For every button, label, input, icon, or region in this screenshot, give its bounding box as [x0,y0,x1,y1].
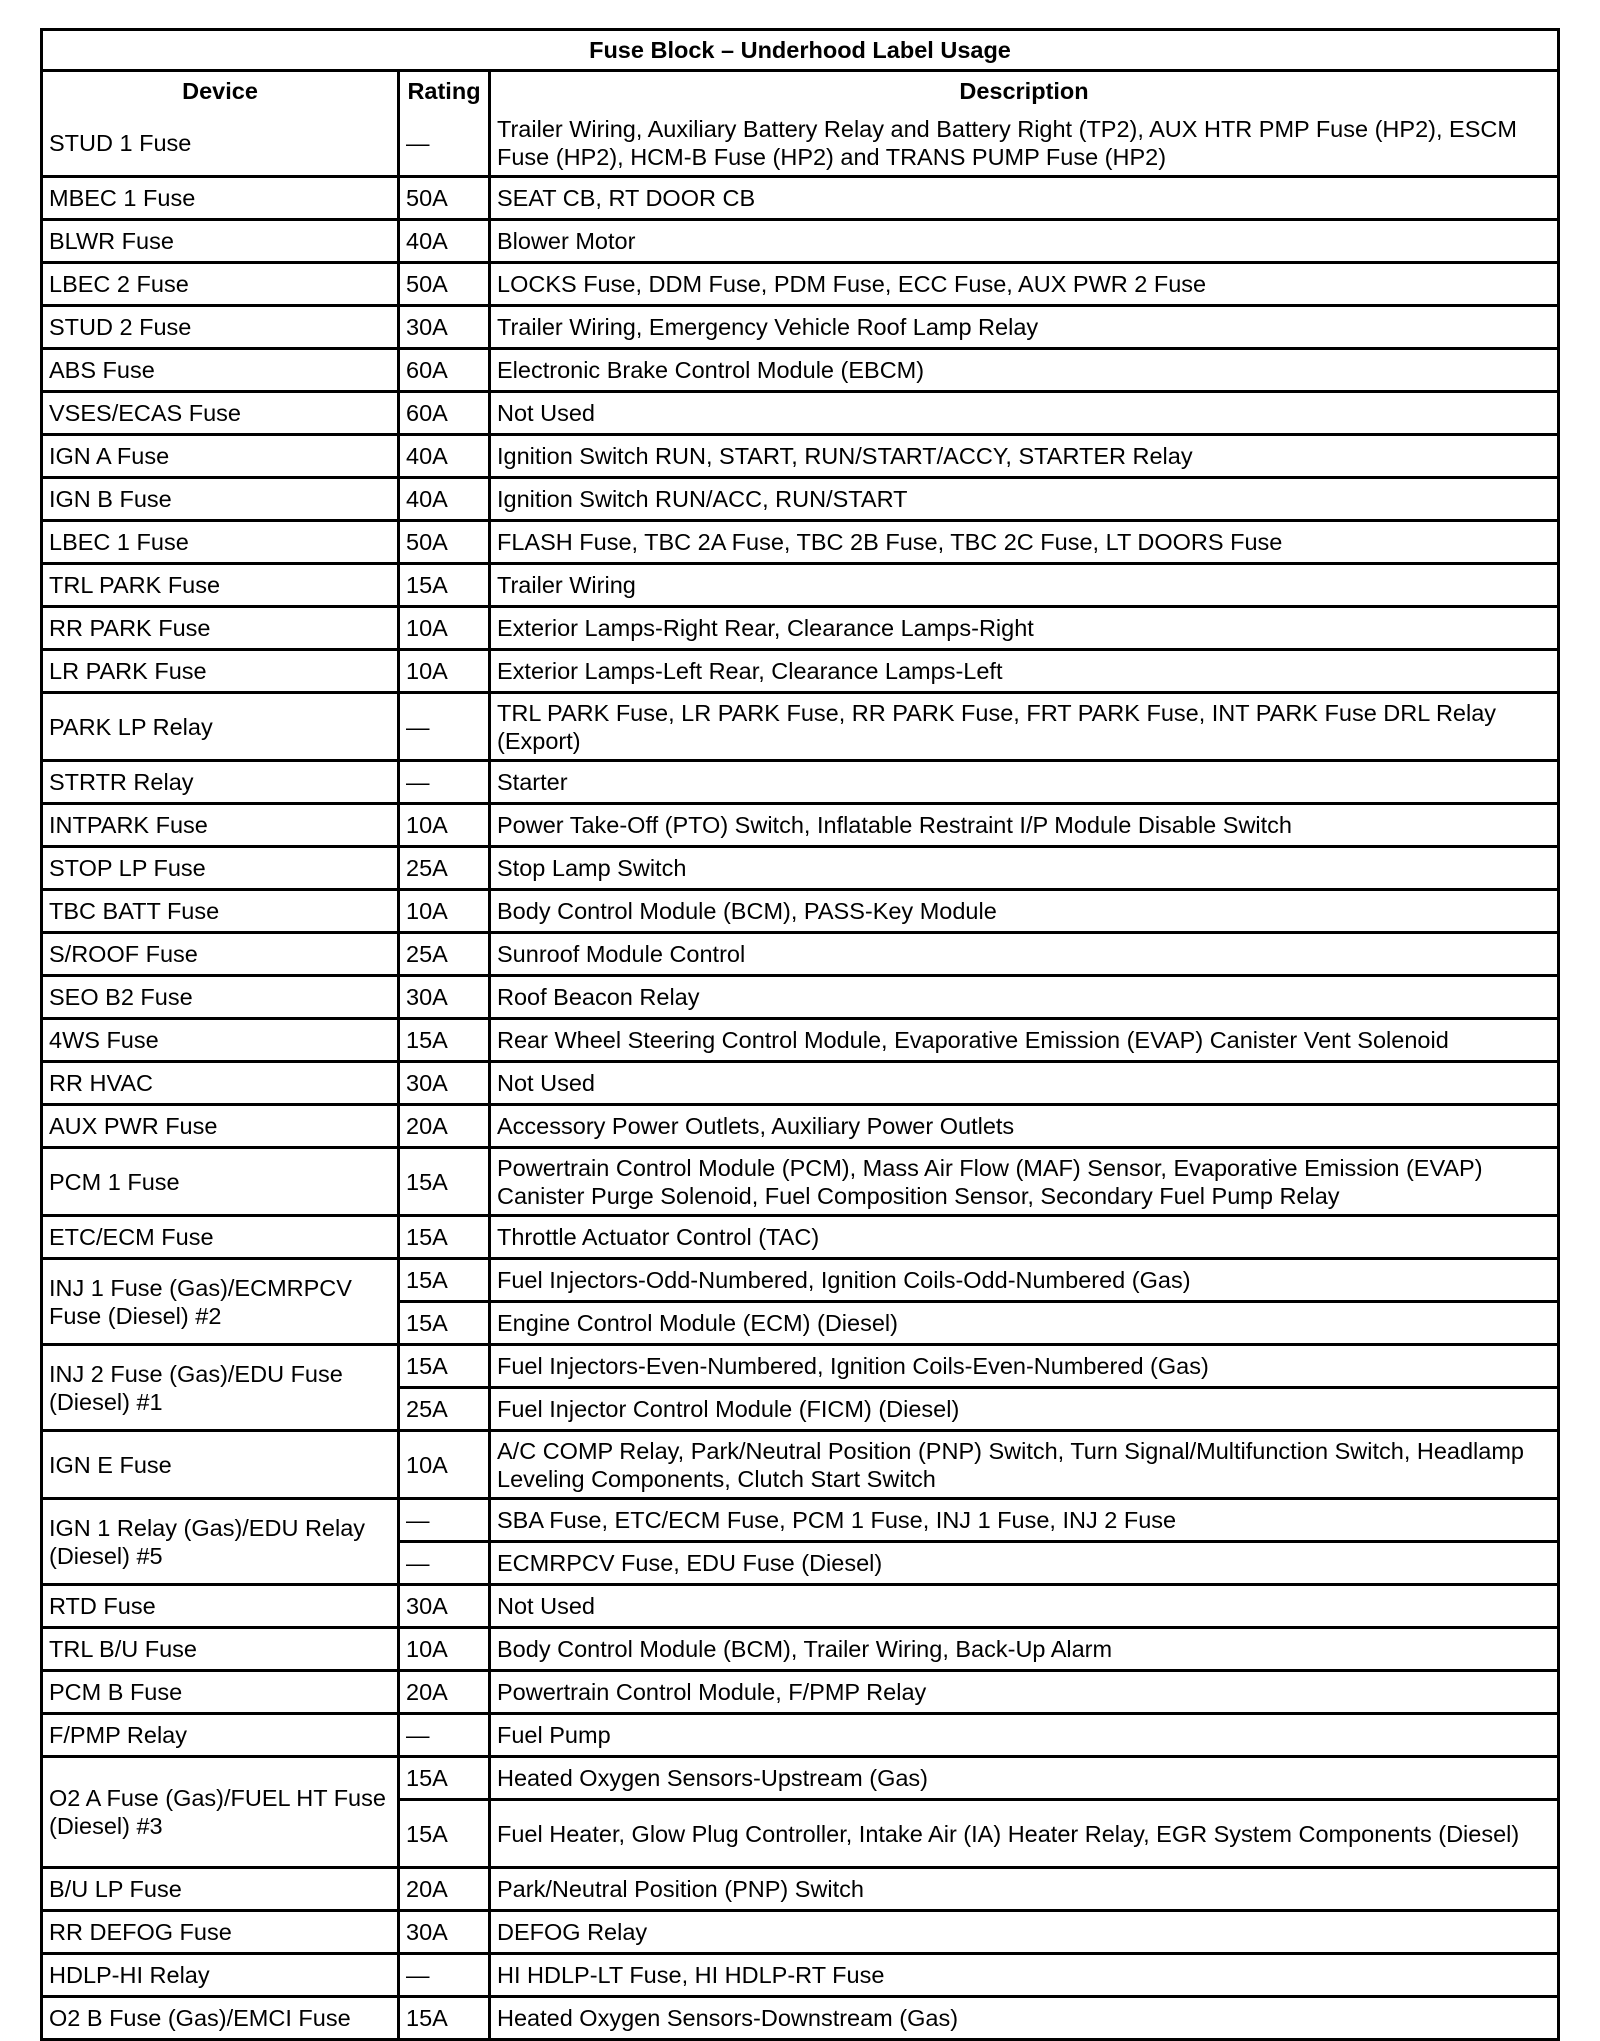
device-cell: INJ 1 Fuse (Gas)/ECMRPCV Fuse (Diesel) #2 [43,1260,400,1346]
device-cell: B/U LP Fuse [43,1869,400,1912]
rating-cell: 30A [400,1063,491,1106]
description-cell: Body Control Module (BCM), Trailer Wiring, Back-Up Alarm [491,1629,1557,1672]
description-cell: Fuel Heater, Glow Plug Controller, Intake Air (IA) Heater Relay, EGR System Components (Diesel) [491,1801,1557,1869]
fuse-block-table [40,28,1560,2041]
description-cell: Trailer Wiring, Auxiliary Battery Relay and Battery Right (TP2), AUX HTR PMP Fuse (HP2), ESCM Fuse (HP2), HCM-B Fuse (HP2) and TRANS PUMP Fuse (HP2) [491,110,1557,178]
table-row [43,436,1557,479]
rating-cell: 20A [400,1672,491,1715]
device-cell: O2 A Fuse (Gas)/FUEL HT Fuse (Diesel) #3 [43,1758,400,1869]
device-cell: HDLP-HI Relay [43,1955,400,1998]
table-row [43,1149,1557,1217]
device-cell: IGN 1 Relay (Gas)/EDU Relay (Diesel) #5 [43,1500,400,1586]
description-cell: Roof Beacon Relay [491,977,1557,1020]
rating-cell: 10A [400,891,491,934]
table-title: Fuse Block – Underhood Label Usage [43,31,1557,72]
table-row [43,1758,1557,1801]
description-cell: Blower Motor [491,221,1557,264]
rating-cell: 10A [400,651,491,694]
rating-cell: — [400,1500,491,1543]
rating-cell: — [400,1715,491,1758]
description-cell: Ignition Switch RUN/ACC, RUN/START [491,479,1557,522]
device-cell: MBEC 1 Fuse [43,178,400,221]
device-cell: STRTR Relay [43,762,400,805]
table-row [43,350,1557,393]
description-cell: Not Used [491,1063,1557,1106]
device-cell: TBC BATT Fuse [43,891,400,934]
rating-cell: — [400,694,491,762]
rating-cell: 40A [400,221,491,264]
description-cell: Electronic Brake Control Module (EBCM) [491,350,1557,393]
rating-cell: 25A [400,848,491,891]
rating-cell: 25A [400,934,491,977]
description-cell: Fuel Pump [491,1715,1557,1758]
description-cell: Rear Wheel Steering Control Module, Evaporative Emission (EVAP) Canister Vent Solenoid [491,1020,1557,1063]
rating-cell: 30A [400,977,491,1020]
description-cell: Accessory Power Outlets, Auxiliary Power Outlets [491,1106,1557,1149]
device-cell: STUD 2 Fuse [43,307,400,350]
description-cell: Engine Control Module (ECM) (Diesel) [491,1303,1557,1346]
rating-cell: 10A [400,805,491,848]
table-row [43,1106,1557,1149]
rating-cell: 10A [400,1432,491,1500]
rating-cell: 10A [400,1629,491,1672]
rating-cell: 15A [400,1303,491,1346]
rating-cell: 50A [400,264,491,307]
description-cell: SBA Fuse, ETC/ECM Fuse, PCM 1 Fuse, INJ 1 Fuse, INJ 2 Fuse [491,1500,1557,1543]
rating-cell: 50A [400,522,491,565]
description-cell: Power Take-Off (PTO) Switch, Inflatable Restraint I/P Module Disable Switch [491,805,1557,848]
device-cell: LR PARK Fuse [43,651,400,694]
device-cell: RR DEFOG Fuse [43,1912,400,1955]
rating-cell: 40A [400,436,491,479]
table-row [43,393,1557,436]
device-cell: BLWR Fuse [43,221,400,264]
table-row [43,1432,1557,1500]
rating-cell: 15A [400,1020,491,1063]
rating-cell: 15A [400,1758,491,1801]
device-cell: STUD 1 Fuse [43,110,400,178]
rating-cell: 30A [400,1912,491,1955]
device-cell: TRL B/U Fuse [43,1629,400,1672]
device-cell: ABS Fuse [43,350,400,393]
description-cell: Trailer Wiring [491,565,1557,608]
rating-cell: 15A [400,565,491,608]
description-cell: Heated Oxygen Sensors-Downstream (Gas) [497,2005,959,2031]
description-cell: Exterior Lamps-Right Rear, Clearance Lamps-Right [491,608,1557,651]
table-row [43,1586,1557,1629]
rating-cell: 15A [400,1149,491,1217]
device-cell: IGN E Fuse [43,1432,400,1500]
rating-cell: 30A [400,307,491,350]
description-cell: HI HDLP-LT Fuse, HI HDLP-RT Fuse [491,1955,1557,1998]
device-cell: VSES/ECAS Fuse [43,393,400,436]
rating-cell: 25A [400,1389,491,1432]
rating-cell: 20A [400,1106,491,1149]
device-cell: STOP LP Fuse [43,848,400,891]
description-cell: SEAT CB, RT DOOR CB [491,178,1557,221]
device-cell: PCM 1 Fuse [43,1149,400,1217]
column-header-device: Device [43,72,400,110]
device-cell: LBEC 1 Fuse [43,522,400,565]
rating-cell: 20A [400,1869,491,1912]
description-cell: Powertrain Control Module (PCM), Mass Air Flow (MAF) Sensor, Evaporative Emission (EVAP) Canister Purge Solenoid, Fuel Composition Sensor, Secondary Fuel Pump Relay [491,1149,1557,1217]
device-cell: ETC/ECM Fuse [43,1217,400,1260]
description-cell: Heated Oxygen Sensors-Upstream (Gas) [491,1758,1557,1801]
table-row [43,694,1557,762]
description-cell: Not Used [491,1586,1557,1629]
rating-cell: 30A [400,1586,491,1629]
description-cell: Fuel Injector Control Module (FICM) (Diesel) [491,1389,1557,1432]
rating-cell: 15A [400,1801,491,1869]
table-row [43,848,1557,891]
rating-cell: — [400,1543,491,1586]
device-cell: RR HVAC [43,1063,400,1106]
table-row [43,1020,1557,1063]
table-row [43,1217,1557,1260]
column-header-description: Description [959,78,1089,104]
device-cell: RR PARK Fuse [43,608,400,651]
table-row [43,891,1557,934]
table-row [43,479,1557,522]
device-cell: IGN A Fuse [43,436,400,479]
description-cell: ECMRPCV Fuse, EDU Fuse (Diesel) [491,1543,1557,1586]
description-cell: A/C COMP Relay, Park/Neutral Position (PNP) Switch, Turn Signal/Multifunction Switch, Headlamp Leveling Components, Clutch Start Switch [491,1432,1557,1500]
table-row [43,1955,1557,1998]
table-row [43,1500,1557,1543]
rating-cell: 15A [400,1998,491,2038]
table-row [43,110,1557,178]
table-row [43,1063,1557,1106]
description-cell: Starter [491,762,1557,805]
description-cell: Throttle Actuator Control (TAC) [491,1217,1557,1260]
table-row [43,1672,1557,1715]
device-cell: F/PMP Relay [43,1715,400,1758]
table-row [43,1998,1557,2038]
table-row [43,651,1557,694]
device-cell: LBEC 2 Fuse [43,264,400,307]
rating-cell: 15A [400,1346,491,1389]
device-cell: PARK LP Relay [43,694,400,762]
document-page [40,28,1560,2041]
table-row [43,805,1557,848]
device-cell: IGN B Fuse [43,479,400,522]
table-row [43,221,1557,264]
rating-cell: — [400,110,491,178]
rating-cell: 60A [400,393,491,436]
description-cell: Sunroof Module Control [491,934,1557,977]
device-cell: PCM B Fuse [43,1672,400,1715]
description-cell: Body Control Module (BCM), PASS-Key Module [491,891,1557,934]
description-cell: Trailer Wiring, Emergency Vehicle Roof Lamp Relay [491,307,1557,350]
device-cell: TRL PARK Fuse [43,565,400,608]
description-cell: TRL PARK Fuse, LR PARK Fuse, RR PARK Fuse, FRT PARK Fuse, INT PARK Fuse DRL Relay (Export) [491,694,1557,762]
table-row [43,1629,1557,1672]
table-row [43,522,1557,565]
description-cell: LOCKS Fuse, DDM Fuse, PDM Fuse, ECC Fuse, AUX PWR 2 Fuse [491,264,1557,307]
description-cell: Powertrain Control Module, F/PMP Relay [491,1672,1557,1715]
table-row [43,1715,1557,1758]
device-cell: S/ROOF Fuse [43,934,400,977]
description-cell: Ignition Switch RUN, START, RUN/START/ACCY, STARTER Relay [491,436,1557,479]
description-cell: Park/Neutral Position (PNP) Switch [491,1869,1557,1912]
description-cell: Fuel Injectors-Odd-Numbered, Ignition Coils-Odd-Numbered (Gas) [491,1260,1557,1303]
rating-cell: 50A [400,178,491,221]
rating-cell: 15A [400,1217,491,1260]
rating-cell: 40A [400,479,491,522]
table-row [43,178,1557,221]
table-row [43,264,1557,307]
device-cell: SEO B2 Fuse [43,977,400,1020]
device-cell: AUX PWR Fuse [43,1106,400,1149]
device-cell: INJ 2 Fuse (Gas)/EDU Fuse (Diesel) #1 [43,1346,400,1432]
description-cell: DEFOG Relay [491,1912,1557,1955]
table-row [43,1912,1557,1955]
rating-cell: — [400,1955,491,1998]
table-row [43,1346,1557,1389]
description-cell: FLASH Fuse, TBC 2A Fuse, TBC 2B Fuse, TBC 2C Fuse, LT DOORS Fuse [491,522,1557,565]
description-cell: Exterior Lamps-Left Rear, Clearance Lamps-Left [491,651,1557,694]
description-cell: Fuel Injectors-Even-Numbered, Ignition Coils-Even-Numbered (Gas) [491,1346,1557,1389]
device-cell: RTD Fuse [43,1586,400,1629]
table-row [43,565,1557,608]
device-cell: O2 B Fuse (Gas)/EMCI Fuse [43,1998,400,2038]
device-cell: 4WS Fuse [43,1020,400,1063]
table-row [43,977,1557,1020]
rating-cell: 15A [400,1260,491,1303]
description-cell: Not Used [491,393,1557,436]
table-row [43,934,1557,977]
description-cell: Stop Lamp Switch [491,848,1557,891]
rating-cell: 10A [400,608,491,651]
table-row [43,1869,1557,1912]
device-cell: INTPARK Fuse [43,805,400,848]
table-row [43,1260,1557,1303]
table-row [43,762,1557,805]
table-row [43,307,1557,350]
rating-cell: 60A [400,350,491,393]
column-header-rating: Rating [400,72,491,110]
rating-cell: — [400,762,491,805]
table-row [43,608,1557,651]
